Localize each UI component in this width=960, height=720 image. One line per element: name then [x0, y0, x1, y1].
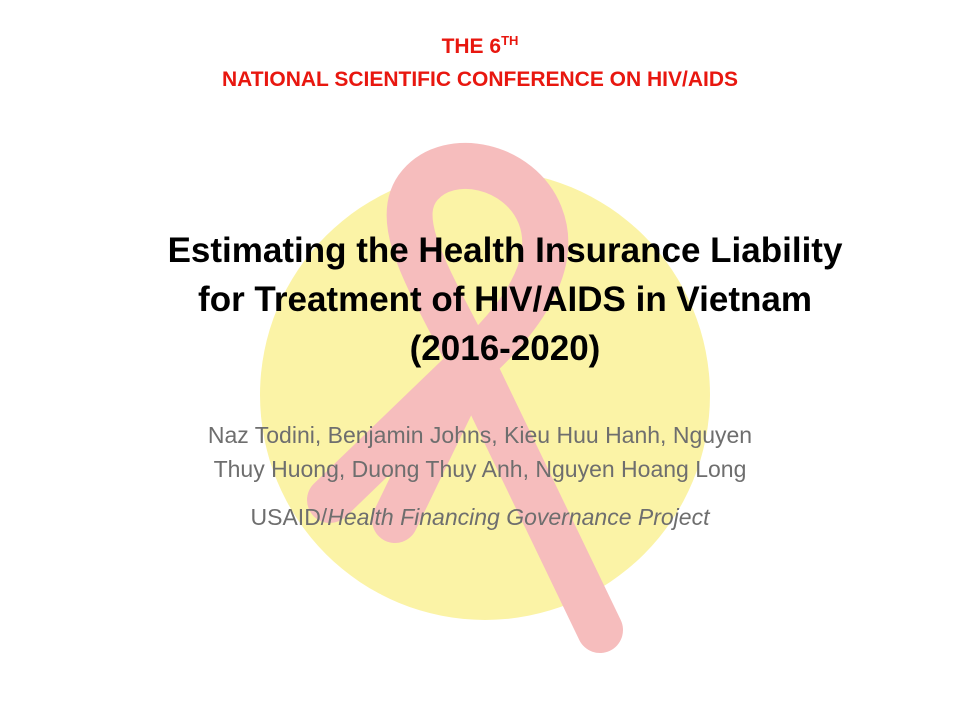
title-line: Estimating the Health Insurance Liability: [167, 231, 843, 270]
conference-edition-text: THE 6: [441, 35, 502, 58]
title-line: (2016-2020): [409, 329, 601, 368]
title-line: for Treatment of HIV/AIDS in Vietnam: [198, 280, 812, 319]
affiliation: [40, 500, 920, 534]
presentation-title: [60, 226, 950, 373]
conference-edition-superscript: TH: [501, 33, 519, 48]
author-list: [40, 418, 920, 486]
affiliation-org: USAID/: [250, 504, 328, 530]
author-line: Naz Todini, Benjamin Johns, Kieu Huu Hanh, Nguyen: [207, 422, 753, 448]
affiliation-project: Health Financing Governance Project: [327, 504, 710, 530]
conference-header: [0, 30, 960, 96]
conference-name: NATIONAL SCIENTIFIC CONFERENCE ON HIV/AIDS: [221, 68, 739, 91]
conference-edition: [0, 30, 960, 63]
author-line: Thuy Huong, Duong Thuy Anh, Nguyen Hoang Long: [213, 456, 747, 482]
